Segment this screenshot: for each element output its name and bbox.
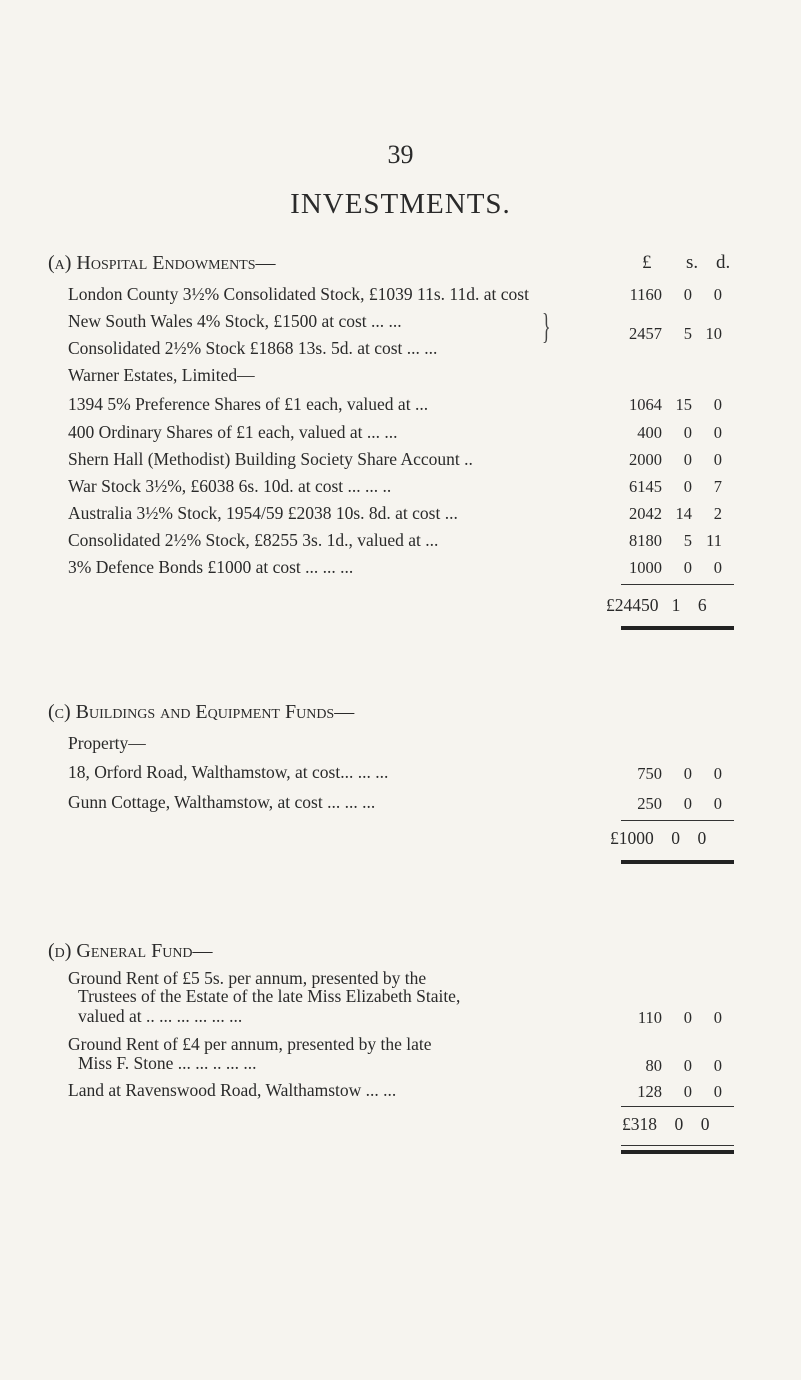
line-item: 400 Ordinary Shares of £1 each, valued at ... ... (68, 422, 398, 442)
page-title: INVESTMENTS. (290, 188, 511, 220)
divider (621, 820, 734, 821)
amount: 750 0 0 (637, 764, 722, 783)
line-item: New South Wales 4% Stock, £1500 at cost ... ... (68, 311, 402, 331)
line-item: Ground Rent of £5 5s. per annum, presented by the (68, 968, 427, 988)
amount: 1064 15 0 (629, 395, 722, 414)
line-item: valued at .. ... ... ... ... ... (78, 1006, 243, 1026)
line-item: Shern Hall (Methodist) Building Society Share Account .. (68, 449, 473, 469)
line-item: London County 3½% Consolidated Stock, £1039 11s. 11d. at cost (68, 284, 529, 304)
amount: 2457 5 10 (629, 324, 722, 343)
divider (621, 584, 734, 585)
line-item: Warner Estates, Limited— (68, 365, 255, 385)
shillings-header: s. (686, 252, 699, 273)
line-item: 18, Orford Road, Walthamstow, at cost... ... ... (68, 762, 389, 782)
pence-header: d. (716, 252, 731, 273)
line-item: Gunn Cottage, Walthamstow, at cost ... ... ... (68, 792, 376, 812)
divider (621, 1150, 734, 1154)
amount: 8180 5 11 (629, 531, 722, 550)
subheading: Property— (68, 733, 146, 753)
amount: 250 0 0 (637, 794, 722, 813)
divider (621, 860, 734, 864)
section-c-total: £1000 0 0 (610, 828, 707, 848)
section-a-heading: (a) Hospital Endowments— (48, 252, 276, 274)
line-item: 3% Defence Bonds £1000 at cost ... ... ... (68, 557, 354, 577)
amount: 6145 0 7 (629, 477, 722, 496)
divider (621, 1106, 734, 1107)
line-item: Ground Rent of £4 per annum, presented by the late (68, 1034, 432, 1054)
divider (621, 626, 734, 630)
pounds-header: £ (642, 252, 652, 273)
line-item: Land at Ravenswood Road, Walthamstow ... ... (68, 1080, 397, 1100)
section-a-total: £24450 1 6 (606, 595, 707, 615)
amount: 2000 0 0 (629, 450, 722, 469)
page-number: 39 (387, 140, 414, 169)
section-d-heading: (d) General Fund— (48, 940, 213, 962)
line-item: Trustees of the Estate of the late Miss Elizabeth Staite, (78, 986, 461, 1006)
line-item: 1394 5% Preference Shares of £1 each, valued at ... (68, 394, 429, 414)
line-item: War Stock 3½%, £6038 6s. 10d. at cost ... ... .. (68, 476, 392, 496)
line-item: Miss F. Stone ... ... .. ... ... (78, 1053, 257, 1073)
section-c-heading: (c) Buildings and Equipment Funds— (48, 701, 355, 723)
amount: 110 0 0 (637, 1008, 722, 1027)
line-item: Australia 3½% Stock, 1954/59 £2038 10s. 8d. at cost ... (68, 503, 458, 523)
amount: 128 0 0 (637, 1082, 722, 1101)
amount: 2042 14 2 (629, 504, 722, 523)
line-item: Consolidated 2½% Stock, £8255 3s. 1d., valued at ... (68, 530, 439, 550)
amount: 400 0 0 (637, 423, 722, 442)
amount: 1000 0 0 (629, 558, 722, 577)
amount: 80 0 0 (645, 1056, 722, 1075)
brace-icon: } (542, 306, 551, 346)
line-item: Consolidated 2½% Stock £1868 13s. 5d. at cost ... ... (68, 338, 438, 358)
divider (621, 1145, 734, 1146)
amount: 1160 0 0 (629, 285, 722, 304)
section-d-total: £318 0 0 (622, 1114, 710, 1134)
